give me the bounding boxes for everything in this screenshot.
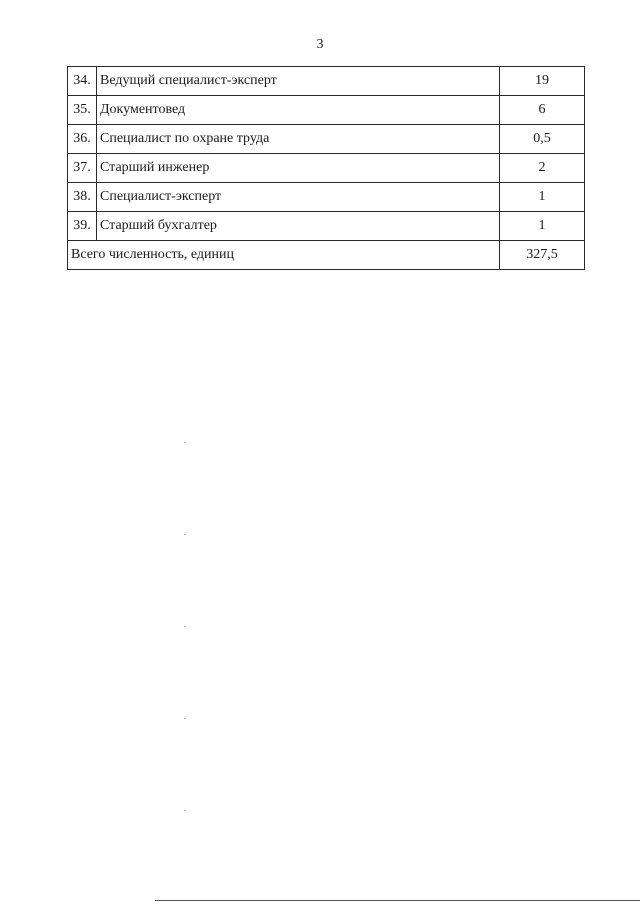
- position-title: Специалист-эксперт: [97, 183, 500, 212]
- staff-count: 6: [500, 96, 585, 125]
- total-label: Всего численность, единиц: [68, 241, 500, 270]
- position-title: Старший бухгалтер: [97, 212, 500, 241]
- staff-count: 19: [500, 67, 585, 96]
- staff-count: 0,5: [500, 125, 585, 154]
- bottom-rule: [155, 900, 640, 901]
- table-row: [68, 212, 585, 241]
- staff-table: [67, 66, 585, 270]
- row-number: 37.: [68, 154, 97, 183]
- row-number: 35.: [68, 96, 97, 125]
- total-value: 327,5: [500, 241, 585, 270]
- table-row: [68, 125, 585, 154]
- table-row: [68, 96, 585, 125]
- table-row: [68, 183, 585, 212]
- position-title: Специалист по охране труда: [97, 125, 500, 154]
- table-row: [68, 154, 585, 183]
- scan-speck: [184, 718, 186, 719]
- scan-speck: [184, 442, 186, 443]
- scan-speck: [184, 810, 186, 811]
- row-number: 36.: [68, 125, 97, 154]
- staff-count: 1: [500, 183, 585, 212]
- row-number: 39.: [68, 212, 97, 241]
- position-title: Старший инженер: [97, 154, 500, 183]
- page-number: 3: [316, 37, 324, 52]
- position-title: Документовед: [97, 96, 500, 125]
- scan-speck: [184, 626, 186, 627]
- total-row: [68, 241, 585, 270]
- table-row: [68, 67, 585, 96]
- scan-speck: [184, 534, 186, 535]
- row-number: 34.: [68, 67, 97, 96]
- staff-count: 1: [500, 212, 585, 241]
- row-number: 38.: [68, 183, 97, 212]
- staff-count: 2: [500, 154, 585, 183]
- position-title: Ведущий специалист-эксперт: [97, 67, 500, 96]
